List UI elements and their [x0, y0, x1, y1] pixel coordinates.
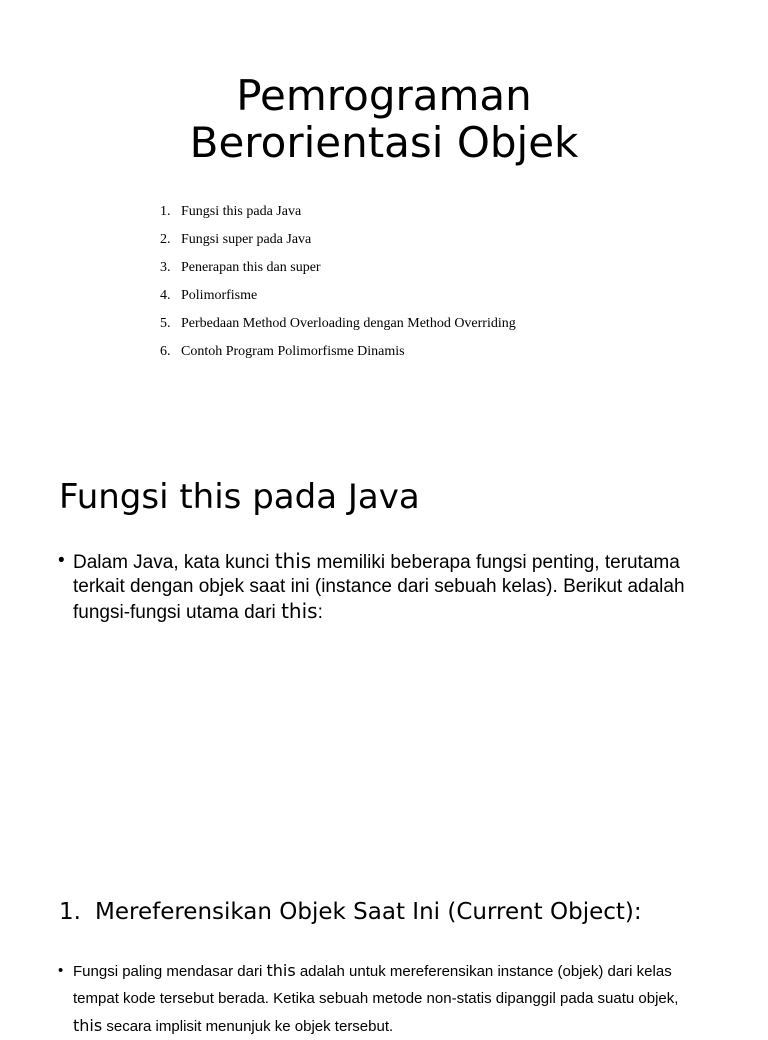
numbered-heading — [59, 898, 642, 926]
toc-item — [160, 201, 516, 229]
bullet-text-part: : — [317, 602, 323, 623]
toc-item-number: 2. — [160, 232, 171, 247]
bullet-text-part: adalah untuk mereferensikan instance (objek) dari kelas tempat kode tersebut berada. Ketika sebuah metode non-statis dipanggil pada suatu objek, — [73, 963, 679, 1007]
toc-item-label: Contoh Program Polimorfisme Dinamis — [181, 344, 405, 359]
table-of-contents — [160, 201, 516, 369]
slide-3 — [0, 880, 768, 1035]
slide-1 — [0, 0, 768, 420]
toc-item-label: Perbedaan Method Overloading dengan Method Overriding — [181, 316, 516, 331]
toc-item-number: 5. — [160, 316, 171, 331]
bullet-text-part: Fungsi paling mendasar dari — [73, 963, 267, 980]
heading-text: Mereferensikan Objek Saat Ini (Current Object): — [95, 899, 642, 925]
bullet-text — [73, 549, 708, 625]
bullet-text — [73, 957, 698, 1040]
title-line-2: Berorientasi Objek — [189, 118, 579, 167]
toc-item-number: 1. — [160, 204, 171, 219]
section-heading: Fungsi this pada Java — [59, 477, 420, 517]
toc-item — [160, 229, 516, 257]
title-line-1: Pemrograman — [236, 71, 532, 120]
bullet-text-part: memiliki beberapa fungsi penting, terutama terkait dengan objek saat ini (instance dari sebuah kelas). Berikut adalah fungsi-fungsi utama dari — [73, 552, 685, 623]
bullet-marker: • — [58, 550, 65, 571]
heading-number: 1. — [59, 899, 81, 925]
keyword-this: this — [281, 599, 318, 623]
toc-item-label: Fungsi this pada Java — [181, 204, 302, 219]
toc-item — [160, 257, 516, 285]
page-title — [0, 72, 768, 166]
toc-item-number: 4. — [160, 288, 171, 303]
bullet-text-part: Dalam Java, kata kunci — [73, 552, 275, 573]
toc-item — [160, 341, 516, 369]
keyword-this: this — [266, 961, 296, 980]
toc-item-label: Polimorfisme — [181, 288, 258, 303]
keyword-this: this — [73, 1016, 103, 1035]
bullet-text-part: secara implisit menunjuk ke objek tersebut. — [102, 1018, 394, 1035]
slide-2 — [0, 465, 768, 865]
keyword-this: this — [274, 549, 312, 573]
toc-item-number: 3. — [160, 260, 171, 275]
toc-item-label: Penerapan this dan super — [181, 260, 321, 275]
toc-item-number: 6. — [160, 344, 171, 359]
toc-item — [160, 285, 516, 313]
bullet-paragraph — [58, 957, 698, 1040]
bullet-marker: • — [58, 962, 64, 979]
bullet-paragraph — [58, 549, 708, 625]
toc-item — [160, 313, 516, 341]
toc-item-label: Fungsi super pada Java — [181, 232, 312, 247]
